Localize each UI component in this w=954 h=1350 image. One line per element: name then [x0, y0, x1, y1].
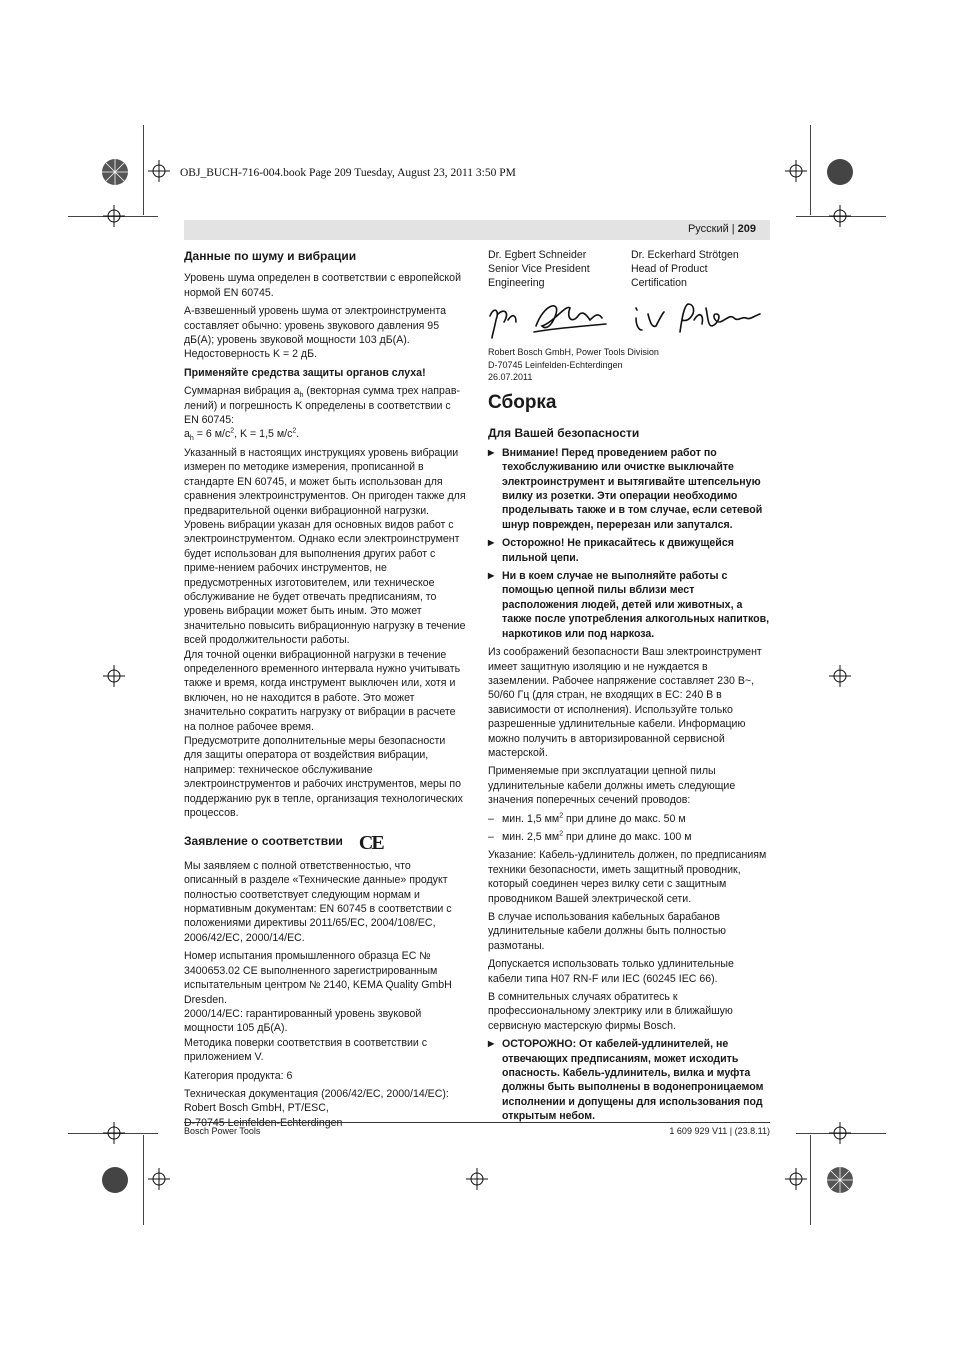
warning-item: ▶ Внимание! Перед проведением работ по техобслуживанию или очистке выключайте электроинструмент и вытягивайте штепсельную вилку из розетки. Эти операции необходимо проделывать также и в том случае, если сетевой шнур поврежден, перерезан или запутался.	[488, 446, 770, 532]
crop-line	[143, 1135, 144, 1225]
hearing-warning: Применяйте средства защиты органов слуха!	[184, 366, 426, 379]
paragraph: Предусмотрите дополнительные меры безопасности для защиты оператора от воздействия вибрации, например: техническое обслуживание электроинструментов и рабочих инструментов, меры по поддержанию рук в тепле, организация технологических процессов.	[184, 735, 463, 820]
ce-mark-icon: CE	[358, 832, 383, 855]
crosshair-icon	[829, 665, 851, 687]
paragraph: Указанный в настоящих инструкциях уровень вибрации измерен по методике измерения, прописанной в стандарте EN 60745, и может быть использован для сравнения электроинструментов. Он пригоден также для предварительной оценки вибрационной нагрузки.	[184, 446, 466, 517]
paragraph: В сомнительных случаях обратитесь к профессиональному электрику или в ближайшую сервисную мастерскую фирмы Bosch.	[488, 991, 733, 1032]
paragraph: Методика поверки соответствия в соответствии с приложением V.	[184, 1036, 428, 1064]
paragraph: А-взвешенный уровень шума от электроинструмента составляет обычно: уровень звукового давления 95 дБ(A); уровень звуковой мощности 103 дБ(A). Недостоверность K = 2 дБ.	[184, 305, 447, 361]
vibration-paragraph: Суммарная вибрация $a_h$ (векторная сумма трех направ-лений) и погрешность K определены в соответствии с EN 60745:	[184, 385, 460, 427]
crosshair-icon	[103, 205, 125, 227]
signature-image	[486, 296, 776, 342]
page-header: Русский | 209	[687, 223, 756, 235]
paragraph: Уровень вибрации указан для основных видов работ с электроинструментом. Однако если электроинструмент будет использован для выполнения других работ с приме-нением рабочих инструментов, не предусмотренных изготовителем, или техническое обслуживание не будет отвечать предписаниям, то уровень вибрации может быть иным. Это может значительно повысить вибрационную нагрузку в течение всей продолжительности работы.	[184, 518, 466, 647]
paragraph: Допускается использовать только удлинительные кабели типа H07 RN-F или IEC (60245 IEC 66).	[488, 958, 734, 985]
print-slug: OBJ_BUCH-716-004.book Page 209 Tuesday, August 23, 2011 3:50 PM	[180, 167, 516, 179]
signatory-1: Dr. Egbert Schneider Senior Vice President Engineering	[488, 249, 590, 289]
list-item: – мин. 1,5 $мм^2$ при длине до макс. 50 м	[488, 812, 770, 826]
right-column	[488, 392, 770, 1128]
left-column	[184, 249, 466, 1130]
crop-line	[810, 125, 811, 215]
registration-mark-icon	[825, 1165, 855, 1195]
crop-line	[810, 1135, 811, 1225]
safety-heading: Для Вашей безопасности	[488, 426, 640, 441]
crosshair-icon	[103, 665, 125, 687]
noise-heading: Данные по шуму и вибрации	[184, 249, 357, 263]
warning-item: ▶ Ни в коем случае не выполняйте работы с помощью цепной пилы вблизи мест расположения людей, детей или животных, а также после употребления алкогольных напитков, наркотиков или под наркоза.	[488, 569, 770, 641]
vibration-value: $a_h = 6$ $м/с^2$, K = 1,5 $м/с^2$.	[184, 427, 300, 443]
crosshair-icon	[829, 1122, 851, 1144]
paragraph: Из соображений безопасности Ваш электроинструмент имеет защитную изоляцию и не нуждается в заземлении. Рабочее напряжение составляет 230 В~, 50/60 Гц (для стран, не входящих в ЕС: 240 В в зависимости от исполнения). Используйте только разрешенные удлинительные кабели. Информацию можно получить в авторизированной сервисной мастерской.	[488, 646, 762, 759]
header-language: Русский	[687, 223, 729, 235]
crosshair-icon	[785, 160, 807, 182]
paragraph: Robert Bosch GmbH, PT/ESC,	[184, 1102, 329, 1115]
registration-mark-icon	[100, 157, 130, 187]
header-bar	[184, 220, 770, 240]
paragraph: Техническая документация (2006/42/EC, 2000/14/EC):	[184, 1087, 449, 1100]
crosshair-icon	[466, 1168, 488, 1190]
warning-item: ▶ Осторожно! Не прикасайтесь к движущейся пильной цепи.	[488, 536, 770, 565]
paragraph: Указание: Кабель-удлинитель должен, по предписаниям техники безопасности, иметь защитный проводник, который соединен через вилку сети с защитным проводником Вашей электрической сети.	[488, 849, 767, 905]
conformity-heading: Заявление о соответствии CE	[184, 832, 383, 855]
paragraph: Мы заявляем с полной ответственностью, что описанный в разделе «Технические данные» продукт полностью соответствует следующим нормам и нормативным документам: EN 60745 в соответствии с положениями директивы 2011/65/EC, 2004/108/EC, 2006/42/EC, 2000/14/EC.	[184, 859, 452, 944]
warning-item: ▶ ОСТОРОЖНО: От кабелей-удлинителей, не отвечающих предписаниям, может исходить опасность. Кабель-удлинитель, вилка и муфта должны быть выполнены в водонепроницаемом исполнении и допущены для использования под открытым небом.	[488, 1037, 770, 1123]
paragraph: 2000/14/EC: гарантированный уровень звуковой мощности 105 дБ(A).	[184, 1007, 422, 1035]
footer-left: Bosch Power Tools	[184, 1126, 261, 1136]
paragraph: Уровень шума определен в соответствии с европейской нормой EN 60745.	[184, 272, 461, 299]
signatory-2: Dr. Eckerhard Strötgen Head of Product Certification	[631, 249, 739, 289]
crosshair-icon	[148, 160, 170, 182]
crosshair-icon	[148, 1168, 170, 1190]
registration-mark-icon	[825, 157, 855, 187]
paragraph: Номер испытания промышленного образца EC № 3400653.02 CE выполненного зарегистрированным испытательным центром № 2140, KEMA Quality GmbH Dresden.	[184, 950, 452, 1006]
crop-line	[143, 125, 144, 215]
paragraph: В случае использования кабельных барабанов удлинительные кабели должны быть полностью размотаны.	[488, 911, 727, 952]
company-address: Robert Bosch GmbH, Power Tools Division D-70745 Leinfelden-Echterdingen 26.07.2011	[488, 347, 659, 382]
footer-right: 1 609 929 V11 | (23.8.11)	[669, 1126, 770, 1136]
paragraph: Категория продукта: 6	[184, 1069, 293, 1082]
list-item: – мин. 2,5 $мм^2$ при длине до макс. 100 м	[488, 830, 770, 844]
footer-rule	[184, 1122, 770, 1123]
paragraph: Для точной оценки вибрационной нагрузки в течение определенного временного интервала нужно учитывать также и время, когда инструмент выключен или, хотя и включен, но не находится в работе. Это может значительно сократить нагрузку от вибрации в расчете на полное рабочее время.	[184, 648, 461, 733]
crosshair-icon	[785, 1168, 807, 1190]
crosshair-icon	[103, 1122, 125, 1144]
registration-mark-icon	[100, 1165, 130, 1195]
page-number: 209	[737, 223, 756, 235]
crosshair-icon	[829, 205, 851, 227]
assembly-heading: Сборка	[488, 392, 557, 413]
paragraph: Применяемые при эксплуатации цепной пилы удлинительные кабели должны иметь следующие значения поперечных сечений проводов:	[488, 765, 736, 807]
